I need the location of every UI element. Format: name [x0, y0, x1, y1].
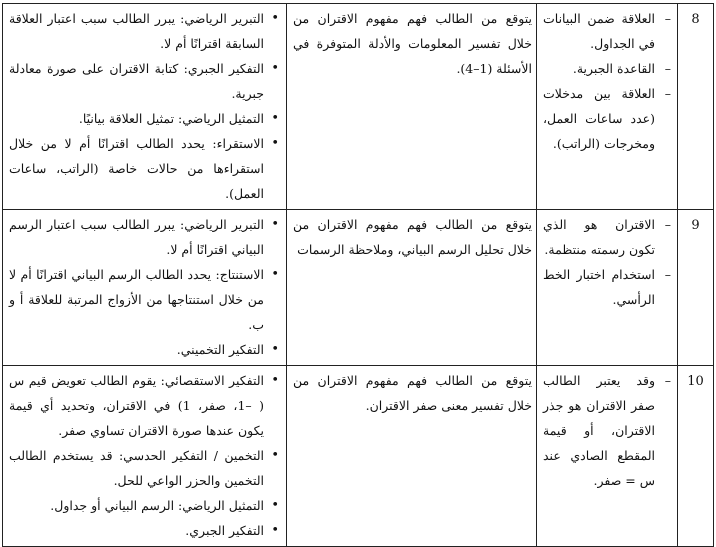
- list-item: – القاعدة الجبرية.: [543, 56, 655, 81]
- table-row: [3, 4, 714, 210]
- expectation-cell: يتوقع من الطالب فهم مفهوم الاقتران من خلال تحليل الرسم البياني، وملاحظة الرسمات: [287, 210, 537, 366]
- expectation-cell: يتوقع من الطالب فهم مفهوم الاقتران من خلال تفسير المعلومات والأدلة المتوفرة في الأسئلة (1–4).: [287, 4, 537, 210]
- thinking-cell: [3, 210, 287, 366]
- list-item: • التفكير الجبري: كتابة الاقتران على صورة معادلة جبرية.: [9, 56, 264, 106]
- expectation-cell: يتوقع من الطالب فهم مفهوم الاقتران من خلال تفسير معنى صفر الاقتران.: [287, 366, 537, 547]
- list-item: • التفكير الجبري.: [9, 518, 264, 543]
- list-item: • التمثيل الرياضي: الرسم البياني أو جداول.: [9, 493, 264, 518]
- list-item: • التبرير الرياضي: يبرر الطالب سبب اعتبار الرسم البياني اقترانًا أم لا.: [9, 212, 264, 262]
- competency-table: [2, 3, 714, 547]
- relations-cell: [537, 210, 678, 366]
- row-number: 9: [678, 210, 714, 366]
- list-item: • التفكير التخميني.: [9, 337, 264, 362]
- list-item: • الاستقراء: يحدد الطالب اقترانًا أم لا من خلال استقراءها من حالات خاصة (الراتب، ساعات العمل).: [9, 131, 264, 206]
- list-item: – العلاقة ضمن البيانات في الجداول.: [543, 6, 655, 56]
- thinking-cell: [3, 4, 287, 210]
- row-number: 8: [678, 4, 714, 210]
- relations-cell: [537, 366, 678, 547]
- table-row: [3, 210, 714, 366]
- table-row: [3, 366, 714, 547]
- list-item: • التبرير الرياضي: يبرر الطالب سبب اعتبار العلاقة السابقة اقترانًا أم لا.: [9, 6, 264, 56]
- list-item: • التمثيل الرياضي: تمثيل العلاقة بيانيًا.: [9, 106, 264, 131]
- list-item: – وقد يعتبر الطالب صفر الاقتران هو جذر الاقتران، أو قيمة المقطع الصادي عند س = صفر.: [543, 368, 655, 493]
- relations-cell: [537, 4, 678, 210]
- list-item: – الاقتران هو الذي تكون رسمته منتظمة.: [543, 212, 655, 262]
- list-item: • التفكير الاستقصائي: يقوم الطالب تعويض قيم س ( –1، صفر، 1) في الاقتران، وتحديد أي قيمة يكون عندها صورة الاقتران تساوي صفر.: [9, 368, 264, 443]
- list-item: – استخدام اختبار الخط الرأسي.: [543, 262, 655, 312]
- list-item: – العلاقة بين مدخلات (عدد ساعات العمل، ومخرجات (الراتب).: [543, 81, 655, 156]
- list-item: • الاستنتاج: يحدد الطالب الرسم البياني اقترانًا أم لا من خلال استنتاجها من الأزواج المرتبة للعلاقة أ و ب.: [9, 262, 264, 337]
- list-item: • التخمين / التفكير الحدسي: قد يستخدم الطالب التخمين والحزر الواعي للحل.: [9, 443, 264, 493]
- row-number: 10: [678, 366, 714, 547]
- thinking-cell: [3, 366, 287, 547]
